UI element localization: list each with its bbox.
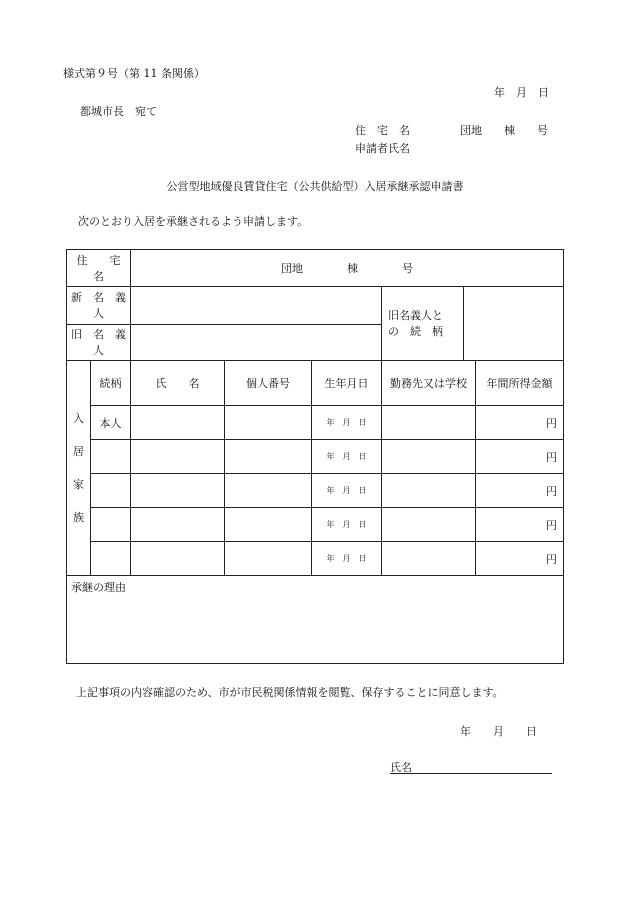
family-label-char: 家 xyxy=(73,478,84,491)
family-label xyxy=(67,361,91,576)
new-holder-label: 新 名 義 人 xyxy=(67,287,131,325)
row-id-number[interactable] xyxy=(225,542,312,576)
footer-date: 年 月 日 xyxy=(460,725,537,738)
row-workplace[interactable] xyxy=(382,440,476,474)
new-holder-input[interactable] xyxy=(131,287,382,325)
row-name[interactable] xyxy=(131,440,225,474)
form-number: 様式第９号（第 11 条関係） xyxy=(63,67,205,80)
row-name[interactable] xyxy=(131,508,225,542)
housing-units-cell[interactable]: 団地 棟 号 xyxy=(131,250,564,287)
col-income: 年間所得金額 xyxy=(476,361,564,406)
row-id-number[interactable] xyxy=(225,406,312,440)
row-birth[interactable]: 年 月 日 xyxy=(312,542,382,576)
row-id-number[interactable] xyxy=(225,440,312,474)
row-birth[interactable]: 年 月 日 xyxy=(312,406,382,440)
row-relation[interactable]: 本人 xyxy=(91,406,131,440)
footer-name-label: 氏名 xyxy=(390,761,412,774)
row-workplace[interactable] xyxy=(382,542,476,576)
family-label-char: 入 xyxy=(73,412,84,425)
relation-label-line1: 旧名義人と xyxy=(388,308,443,322)
table-row xyxy=(67,542,564,576)
old-holder-input[interactable] xyxy=(131,324,382,361)
row-relation[interactable] xyxy=(91,508,131,542)
row-name[interactable] xyxy=(131,406,225,440)
document-title: 公営型地域優良賃貸住宅（公共供給型）入居承継承認申請書 xyxy=(166,180,464,193)
row-id-number[interactable] xyxy=(225,474,312,508)
row-income[interactable]: 円 xyxy=(476,542,564,576)
applicant-name-label: 申請者氏名 xyxy=(355,142,410,155)
application-table xyxy=(66,249,564,664)
addressee: 都城市長 宛て xyxy=(80,105,157,118)
row-birth[interactable]: 年 月 日 xyxy=(312,440,382,474)
row-relation[interactable] xyxy=(91,440,131,474)
row-id-number[interactable] xyxy=(225,508,312,542)
table-row xyxy=(67,508,564,542)
row-income[interactable]: 円 xyxy=(476,440,564,474)
housing-units-field[interactable]: 団地 棟 号 xyxy=(460,124,548,137)
old-holder-label: 旧 名 義 人 xyxy=(67,324,131,361)
row-relation[interactable] xyxy=(91,474,131,508)
row-name[interactable] xyxy=(131,474,225,508)
table-row xyxy=(67,406,564,440)
row-income[interactable]: 円 xyxy=(476,474,564,508)
relation-label-line2: の 続 柄 xyxy=(388,324,443,338)
family-label-char: 族 xyxy=(73,511,84,524)
housing-name-cell: 住 宅 名 xyxy=(67,250,131,287)
col-birth-date: 生年月日 xyxy=(312,361,382,406)
row-name[interactable] xyxy=(131,542,225,576)
table-row xyxy=(67,440,564,474)
row-birth[interactable]: 年 月 日 xyxy=(312,474,382,508)
row-relation[interactable] xyxy=(91,542,131,576)
signature-line[interactable] xyxy=(390,773,552,774)
family-label-char: 居 xyxy=(73,445,84,458)
relation-block xyxy=(382,287,564,361)
housing-name-label: 住 宅 名 xyxy=(355,124,410,137)
reason-label: 承継の理由 xyxy=(71,581,126,594)
row-workplace[interactable] xyxy=(382,406,476,440)
row-workplace[interactable] xyxy=(382,474,476,508)
relation-label xyxy=(382,287,464,360)
consent-text: 上記事項の内容確認のため、市が市民税関係情報を閲覧、保存することに同意します。 xyxy=(76,686,504,699)
table-row xyxy=(67,474,564,508)
relation-input[interactable] xyxy=(464,287,563,360)
row-income[interactable]: 円 xyxy=(476,406,564,440)
row-workplace[interactable] xyxy=(382,508,476,542)
col-id-number: 個人番号 xyxy=(225,361,312,406)
reason-field[interactable] xyxy=(67,576,564,664)
row-birth[interactable]: 年 月 日 xyxy=(312,508,382,542)
row-income[interactable]: 円 xyxy=(476,508,564,542)
col-workplace: 勤務先又は学校 xyxy=(382,361,476,406)
header-date: 年 月 日 xyxy=(494,86,549,99)
intro-text: 次のとおり入居を承継されるよう申請します。 xyxy=(78,215,309,228)
col-name: 氏 名 xyxy=(131,361,225,406)
col-relation: 続柄 xyxy=(91,361,131,406)
